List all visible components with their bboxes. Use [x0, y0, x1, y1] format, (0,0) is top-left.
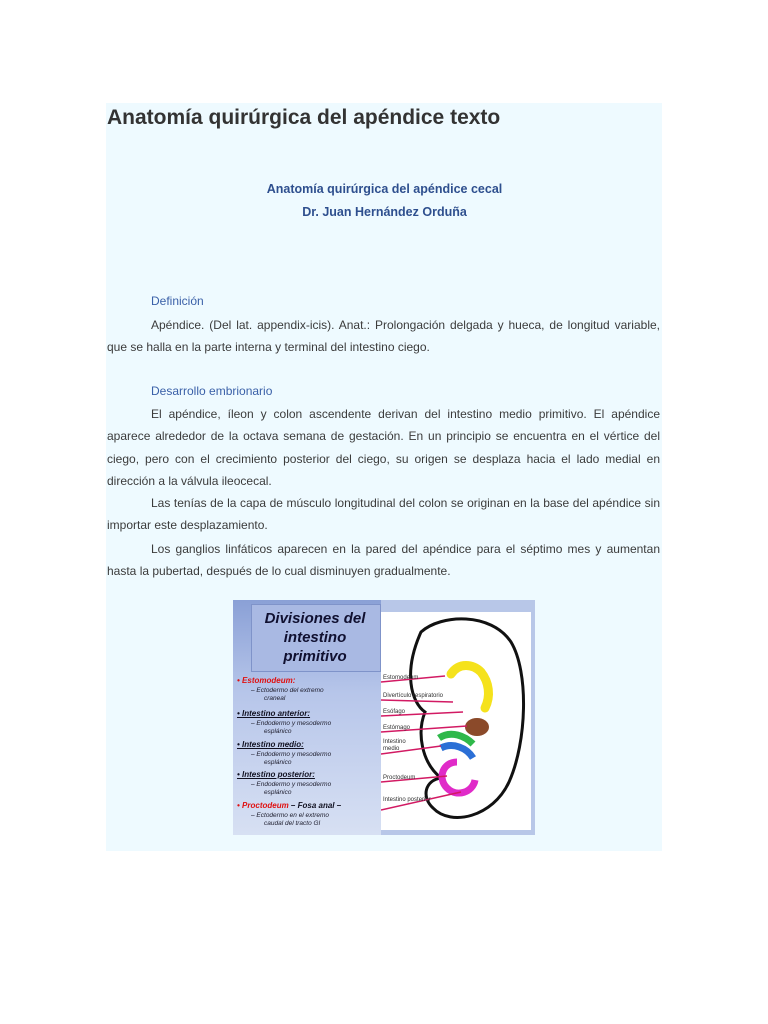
- article-title: Anatomía quirúrgica del apéndice cecal: [266, 182, 503, 196]
- paragraph-desarrollo-2: Las tenías de la capa de músculo longitudinal del colon se originan en la base del apéndice sin importar este desplazamiento.: [107, 496, 660, 533]
- bullet-sub-text: Ectodermo en el extremo: [256, 812, 330, 819]
- page-title: Anatomía quirúrgica del apéndice texto: [107, 106, 501, 129]
- bullet-label: Intestino medio:: [242, 740, 304, 749]
- bullet-sub: – Ectodermo del extremo: [251, 687, 324, 694]
- label-intestino-medio: Intestino: [383, 739, 406, 745]
- bullet-sub: esplánico: [264, 789, 292, 796]
- figure-title: [251, 609, 379, 666]
- bullet-sub: – Ectodermo en el extremo: [251, 812, 330, 819]
- bullet-intestino-posterior: • Intestino posterior:: [237, 770, 315, 779]
- article-author: Dr. Juan Hernández Orduña: [302, 205, 467, 219]
- label-diverticulo: Divertículo respiratorio: [383, 693, 444, 699]
- bullet-sub-text: Ectodermo del extremo: [256, 687, 324, 694]
- bullet-label: Proctodeum: [242, 801, 289, 810]
- bullet-sub: craneal: [264, 695, 286, 702]
- bullet-sub: – Endodermo y mesodermo: [251, 751, 332, 758]
- label-intestino-medio-2: medio: [383, 746, 400, 752]
- paragraph-desarrollo-3: Los ganglios linfáticos aparecen en la pared del apéndice para el séptimo mes y aumentan hasta la pubertad, después de lo cual disminuyen gradualmente.: [107, 542, 660, 579]
- bullet-label: Intestino anterior:: [242, 709, 311, 718]
- paragraph-desarrollo-1: El apéndice, íleon y colon ascendente derivan del intestino medio primitivo. El apéndice aparece alrededor de la octava semana de gestación. En un principio se encuentra en el vértice del ciego, pero con el crecimiento posterior del ciego, su origen se desplaza hacia el lado medial en dirección a la válvula ileocecal.: [107, 407, 660, 488]
- bullet-label: Estomodeum:: [242, 676, 296, 685]
- bullet-intestino-anterior: • Intestino anterior:: [237, 709, 311, 718]
- bullet-sub: esplánico: [264, 728, 292, 735]
- label-intestino-posterior: Intestino posterior: [383, 797, 431, 803]
- foregut: [451, 666, 488, 709]
- embryo-diagram: [381, 612, 531, 830]
- bullet-sub-text: Endodermo y mesodermo: [256, 751, 332, 758]
- figure-divisiones-intestino: [233, 600, 535, 835]
- bullet-proctodeum: • Proctodeum – Fosa anal –: [237, 801, 342, 810]
- bullet-sub: esplánico: [264, 759, 292, 766]
- bullet-sub: caudal del tracto GI: [264, 820, 321, 827]
- figure-title-line: primitivo: [283, 648, 347, 665]
- label-estomago: Estómago: [383, 725, 411, 731]
- bullet-sub-text: Endodermo y mesodermo: [256, 720, 332, 727]
- figure-title-line: intestino: [283, 629, 347, 646]
- section-heading-definicion: Definición: [151, 294, 204, 308]
- bullet-sub-text: Endodermo y mesodermo: [256, 781, 332, 788]
- figure-legend-panel: [233, 600, 381, 835]
- figure-title-line: Divisiones del: [264, 610, 366, 627]
- bullet-label: Intestino posterior:: [242, 770, 315, 779]
- bullet-sub: – Endodermo y mesodermo: [251, 781, 332, 788]
- bullet-label-rest: – Fosa anal –: [288, 801, 342, 810]
- midgut-blue: [441, 746, 473, 758]
- label-esofago: Esófago: [383, 709, 406, 715]
- bullet-estomodeum: • Estomodeum:: [237, 676, 296, 685]
- label-proctodeum: Proctodeum: [383, 775, 416, 781]
- section-heading-desarrollo: Desarrollo embrionario: [151, 384, 273, 398]
- paragraph-definicion: Apéndice. (Del lat. appendix-icis). Anat.: Prolongación delgada y hueca, de longitud variable, que se halla en la parte interna y terminal del intestino ciego.: [107, 318, 660, 355]
- bullet-sub: – Endodermo y mesodermo: [251, 720, 332, 727]
- hindgut: [442, 762, 475, 793]
- arrow-diverticulo: [381, 700, 453, 702]
- label-estomodeum: Estomodeum: [383, 675, 419, 681]
- bullet-intestino-medio: • Intestino medio:: [237, 740, 304, 749]
- stomach: [465, 718, 489, 736]
